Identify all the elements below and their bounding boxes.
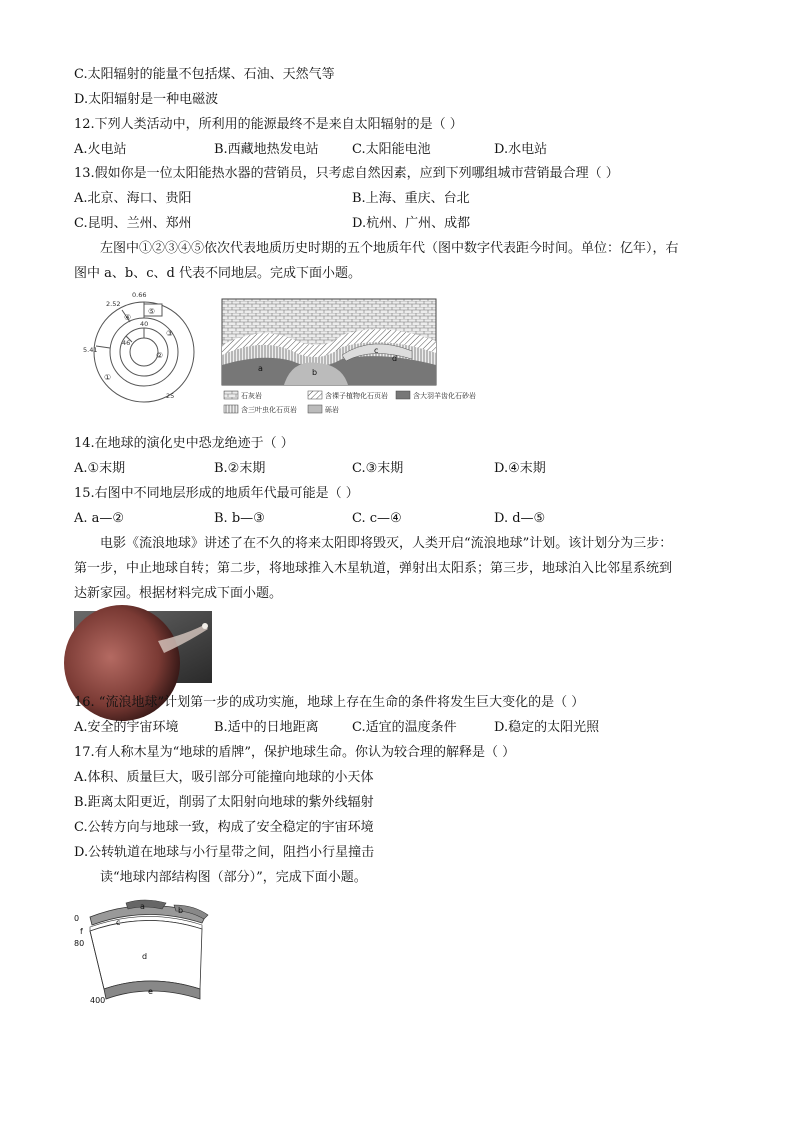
q15-option-c: C. c—④	[352, 511, 402, 526]
layer-label: a	[140, 902, 145, 911]
intro-paragraph: 图中 a、b、c、d 代表不同地层。完成下面小题。	[74, 266, 361, 281]
era-label: ④	[124, 313, 132, 322]
era-label: ①	[104, 373, 112, 382]
question-14: 14.在地球的演化史中恐龙绝迹于（ ）	[74, 436, 294, 451]
ring-number: 2.52	[106, 300, 121, 308]
stratum-label: c	[374, 346, 379, 355]
depth-label: 400	[90, 996, 106, 1005]
q16-option-a: A.安全的宇宙环境	[74, 720, 179, 735]
earth-interior-figure	[70, 893, 220, 1011]
intro-paragraph: 达新家园。根据材料完成下面小题。	[74, 586, 283, 601]
q12-option-d: D.水电站	[494, 142, 548, 157]
ring-number: 40	[140, 320, 149, 328]
intro-paragraph: 左图中①②③④⑤依次代表地质历史时期的五个地质年代（图中数字代表距今时间。单位：亿年），右	[100, 241, 679, 256]
ring-number: 46	[122, 339, 131, 347]
q15-option-a: A. a—②	[74, 511, 125, 526]
q15-option-d: D. d—⑤	[494, 511, 546, 526]
layer-label: b	[178, 906, 184, 915]
q16-option-c: C.适宜的温度条件	[352, 720, 457, 735]
layer-label: f	[80, 927, 83, 936]
q14-option-c: C.③末期	[352, 461, 404, 476]
q14-option-a: A.①末期	[74, 461, 126, 476]
q17-option-b: B.距离太阳更近，削弱了太阳射向地球的紫外线辐射	[74, 795, 374, 810]
legend-label: 含大羽羊齿化石砂岩	[413, 392, 476, 400]
intro-paragraph: 第一步，中止地球自转；第二步，将地球推入木星轨道，弹射出太阳系；第三步，地球泊入比邻星系统到	[74, 561, 673, 576]
q12-option-b: B.西藏地热发电站	[214, 142, 319, 157]
legend-label: 含三叶虫化石页岩	[241, 406, 297, 414]
era-label: ②	[156, 351, 164, 360]
legend-label: 石灰岩	[241, 392, 262, 400]
depth-label: 80	[74, 939, 85, 948]
q13-option-c: C.昆明、兰州、郑州	[74, 216, 192, 231]
ring-number: 5.41	[83, 346, 98, 354]
stratum-label: d	[392, 354, 398, 363]
era-label: ⑤	[148, 307, 156, 316]
question-13: 13.假如你是一位太阳能热水器的营销员，只考虑自然因素，应到下列哪组城市营销最合理（ ）	[74, 166, 619, 181]
q14-option-b: B.②末期	[214, 461, 266, 476]
q12-option-a: A.火电站	[74, 142, 127, 157]
q17-option-c: C.公转方向与地球一致，构成了安全稳定的宇宙环境	[74, 820, 374, 835]
layer-label: d	[142, 952, 148, 961]
option-line: C.太阳辐射的能量不包括煤、石油、天然气等	[74, 67, 335, 82]
wandering-earth-image	[74, 611, 212, 683]
intro-paragraph: 电影《流浪地球》讲述了在不久的将来太阳即将毁灭，人类开启“流浪地球”计划。该计划分为三步：	[100, 536, 673, 551]
era-label: ③	[166, 329, 174, 338]
stratum-label: a	[258, 364, 263, 373]
q14-option-d: D.④末期	[494, 461, 546, 476]
q13-option-a: A.北京、海口、贵阳	[74, 191, 192, 206]
q16-option-d: D.稳定的太阳光照	[494, 720, 600, 735]
geologic-era-ring-figure	[83, 290, 196, 405]
stratum-label: b	[312, 368, 318, 377]
q12-option-c: C.太阳能电池	[352, 142, 431, 157]
q17-option-a: A.体积、质量巨大，吸引部分可能撞向地球的小天体	[74, 770, 374, 785]
option-line: D.太阳辐射是一种电磁波	[74, 92, 219, 107]
legend-label: 砾岩	[325, 406, 339, 414]
intro-paragraph: 读“地球内部结构图（部分）”，完成下面小题。	[100, 870, 367, 885]
question-12: 12.下列人类活动中，所利用的能源最终不是来自太阳辐射的是（ ）	[74, 117, 463, 132]
q13-option-b: B.上海、重庆、台北	[352, 191, 470, 206]
question-16: 16. “流浪地球”计划第一步的成功实施，地球上存在生命的条件将发生巨大变化的是（ ）	[74, 695, 585, 710]
q15-option-b: B. b—③	[214, 511, 265, 526]
layer-label: e	[148, 987, 153, 996]
question-15: 15.右图中不同地层形成的地质年代最可能是（ ）	[74, 486, 359, 501]
q13-option-d: D.杭州、广州、成都	[352, 216, 471, 231]
ring-number: 0.66	[132, 291, 147, 299]
question-17: 17.有人称木星为“地球的盾牌”，保护地球生命。你认为较合理的解释是（ ）	[74, 745, 516, 760]
legend-label: 含裸子植物化石页岩	[325, 392, 388, 400]
strata-cross-section-figure	[222, 295, 494, 417]
q16-option-b: B.适中的日地距离	[214, 720, 319, 735]
ring-number: 25	[166, 392, 175, 400]
q17-option-d: D.公转轨道在地球与小行星带之间，阻挡小行星撞击	[74, 845, 375, 860]
layer-label: c	[116, 918, 121, 927]
depth-label: 0	[74, 914, 80, 923]
